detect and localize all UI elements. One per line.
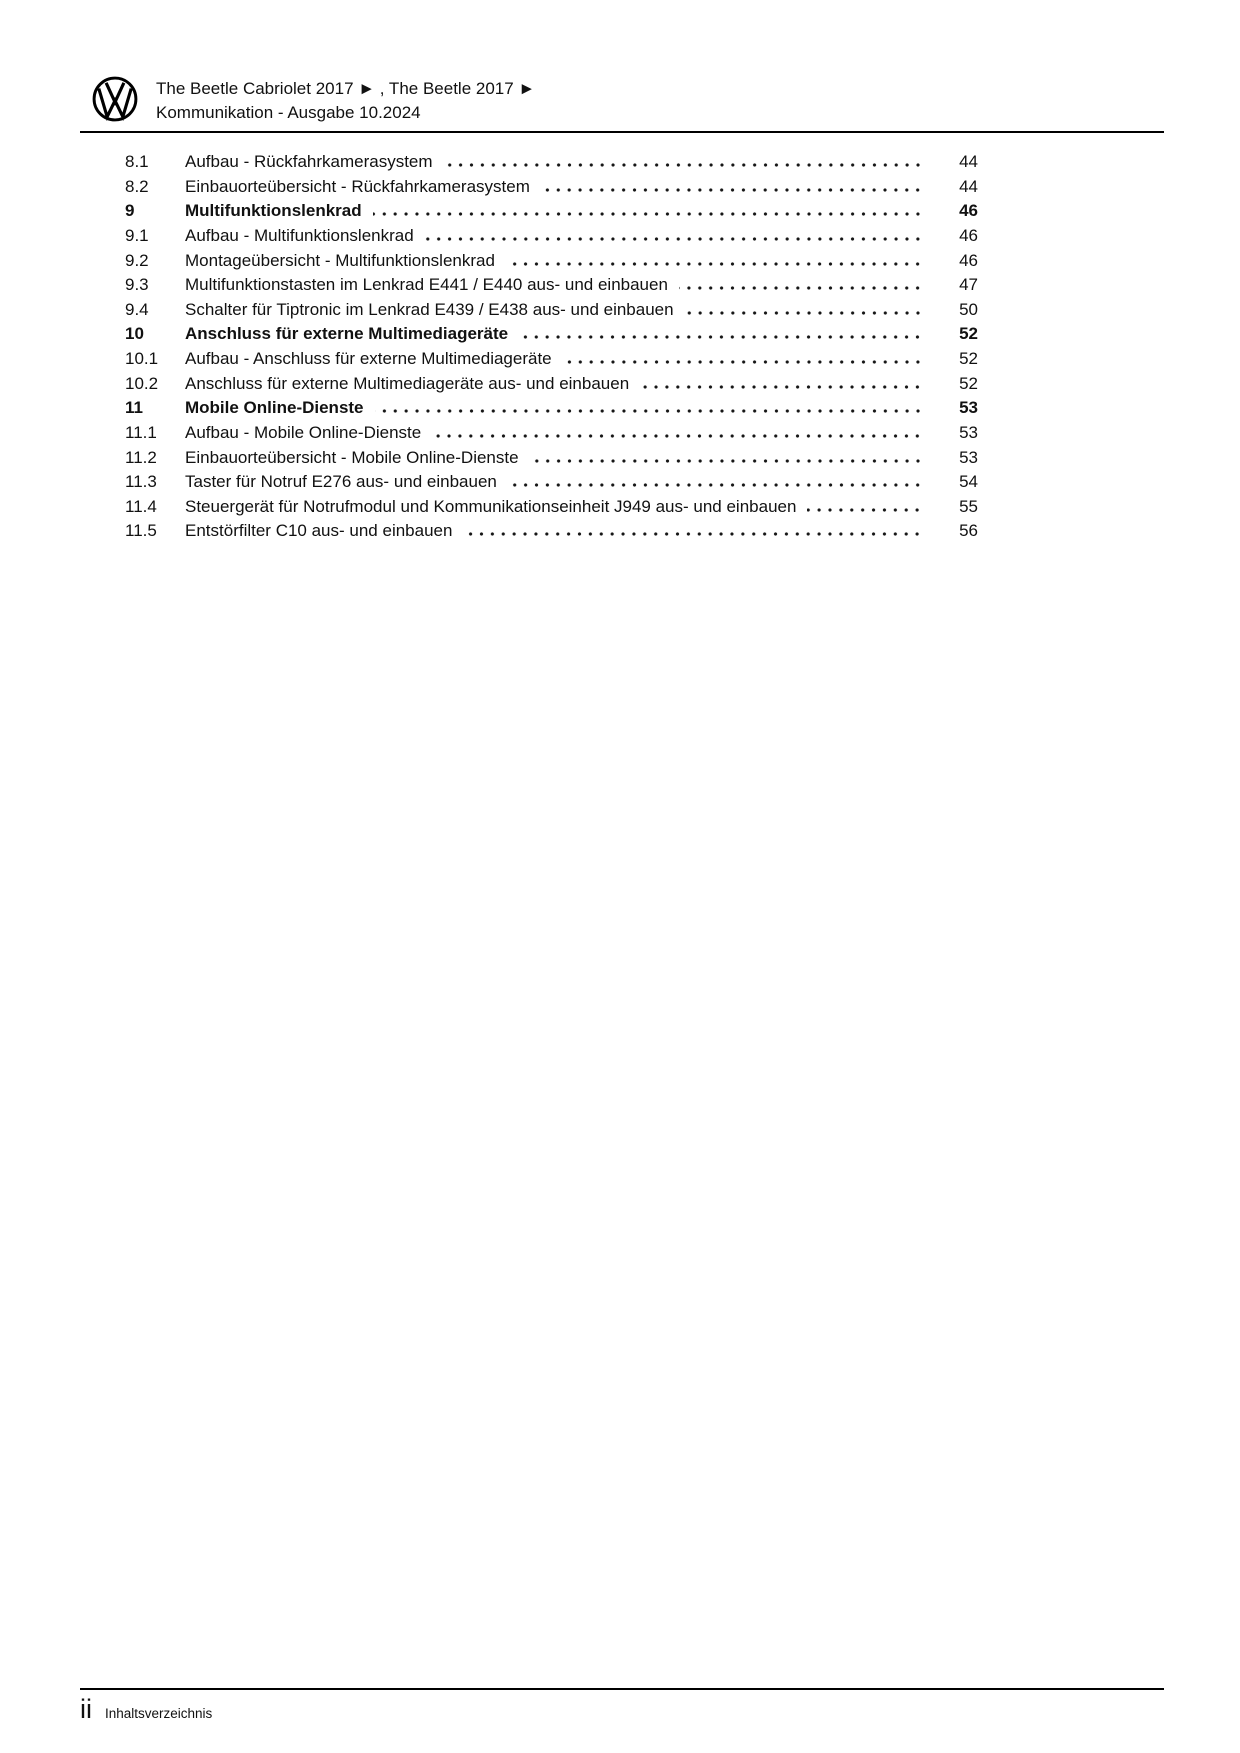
footer-page-number: ii <box>80 1694 92 1724</box>
toc-dotted-leader <box>807 508 923 512</box>
toc-entry-title: Montageübersicht - Multifunktionslenkrad <box>185 250 495 270</box>
page-header <box>92 76 535 125</box>
footer-label: Inhaltsverzeichnis <box>105 1706 213 1721</box>
toc-dotted-leader <box>425 237 923 241</box>
toc-list <box>80 152 1164 546</box>
header-model-line: The Beetle Cabriolet 2017 ► , The Beetle 2017 ► <box>156 79 536 98</box>
toc-entry-title: Anschluss für externe Multimediageräte aus- und einbauen <box>185 373 630 393</box>
toc-dotted-leader <box>679 286 923 290</box>
toc-entry-number: 9.4 <box>125 299 149 319</box>
toc-entry-page: 53 <box>959 447 978 467</box>
toc-row <box>125 349 978 374</box>
toc-entry-title: Entstörfilter C10 aus- und einbauen <box>185 521 453 541</box>
toc-entry-title: Schalter für Tiptronic im Lenkrad E439 / E438 aus- und einbauen <box>185 299 674 319</box>
toc-row <box>125 251 978 276</box>
toc-entry-title: Aufbau - Rückfahrkamerasystem <box>185 152 433 171</box>
toc-entry-page: 44 <box>959 176 978 196</box>
toc-entry-number: 11 <box>125 398 143 418</box>
toc-entry-title: Aufbau - Anschluss für externe Multimediageräte <box>185 349 552 368</box>
toc-dotted-leader <box>373 212 923 216</box>
toc-dotted-leader <box>685 311 923 315</box>
toc-entry-number: 8.2 <box>125 176 149 196</box>
toc-entry-number: 9.2 <box>125 250 149 270</box>
toc-row <box>125 300 978 325</box>
toc-row <box>125 521 978 546</box>
toc-entry-title: Multifunktionslenkrad <box>185 201 362 221</box>
toc-entry-title: Mobile Online-Dienste <box>185 398 364 418</box>
toc-entry-number: 10.1 <box>125 349 159 368</box>
toc-row <box>125 201 978 226</box>
toc-row <box>125 152 978 177</box>
toc-entry-number: 9.3 <box>125 275 149 295</box>
toc-entry-page: 46 <box>959 201 978 221</box>
toc-entry-title: Taster für Notruf E276 aus- und einbauen <box>185 472 497 492</box>
toc-entry-title: Einbauorteübersicht - Mobile Online-Dienste <box>185 447 519 467</box>
toc-dotted-leader <box>444 163 923 167</box>
toc-entry-title: Aufbau - Mobile Online-Dienste <box>185 422 422 442</box>
toc-entry-title: Aufbau - Multifunktionslenkrad <box>185 225 414 245</box>
toc-entry-page: 44 <box>959 152 978 171</box>
toc-dotted-leader <box>375 409 923 413</box>
toc-entry-page: 47 <box>959 275 978 295</box>
toc-entry-number: 11.1 <box>125 422 157 442</box>
toc-dotted-leader <box>506 262 923 266</box>
toc-entry-page: 52 <box>959 349 978 368</box>
toc-entry-title: Anschluss für externe Multimediageräte <box>185 324 509 344</box>
toc-entry-page: 46 <box>959 225 978 245</box>
toc-row <box>125 423 978 448</box>
page-footer <box>80 1694 212 1724</box>
toc-entry-page: 52 <box>959 373 978 393</box>
toc-entry-number: 10.2 <box>125 373 159 393</box>
toc-entry-number: 11.4 <box>125 496 157 516</box>
toc-entry-page: 54 <box>959 472 978 492</box>
header-edition-line: Kommunikation - Ausgabe 10.2024 <box>156 103 421 122</box>
toc-entry-title: Steuergerät für Notrufmodul und Kommunikationseinheit J949 aus- und einbauen <box>185 496 797 516</box>
toc-dotted-leader <box>463 532 923 536</box>
toc-entry-page: 50 <box>959 299 978 319</box>
toc-entry-page: 55 <box>959 496 978 516</box>
toc-dotted-leader <box>563 360 923 364</box>
toc-entry-number: 8.1 <box>125 152 149 171</box>
toc-entry-page: 52 <box>959 324 978 344</box>
toc-entry-number: 9 <box>125 201 135 221</box>
toc-entry-page: 56 <box>959 521 978 541</box>
toc-entry-title: Multifunktionstasten im Lenkrad E441 / E440 aus- und einbauen <box>185 275 668 295</box>
toc-row <box>125 177 978 202</box>
toc-entry-number: 11.5 <box>125 521 157 541</box>
toc-row <box>125 226 978 251</box>
toc-entry-number: 11.2 <box>125 447 157 467</box>
toc-row <box>125 448 978 473</box>
toc-dotted-leader <box>508 483 923 487</box>
header-text <box>156 76 535 125</box>
toc-entry-number: 10 <box>125 324 144 344</box>
toc-entry-number: 9.1 <box>125 225 149 245</box>
toc-row <box>125 374 978 399</box>
toc-dotted-leader <box>541 188 923 192</box>
toc-entry-page: 46 <box>959 250 978 270</box>
toc-entry-page: 53 <box>959 398 978 418</box>
toc-row <box>125 275 978 300</box>
toc-entry-page: 53 <box>959 422 978 442</box>
footer-divider <box>80 1688 1164 1690</box>
vw-logo-icon <box>92 76 138 122</box>
toc-row <box>125 497 978 522</box>
toc-row <box>125 472 978 497</box>
toc-row <box>125 398 978 423</box>
toc-dotted-leader <box>640 385 923 389</box>
toc-dotted-leader <box>432 434 923 438</box>
toc-entry-title: Einbauorteübersicht - Rückfahrkamerasystem <box>185 176 530 196</box>
toc-dotted-leader <box>530 459 923 463</box>
header-divider <box>80 131 1164 133</box>
toc-row <box>125 324 978 349</box>
toc-dotted-leader <box>519 335 923 339</box>
toc-entry-number: 11.3 <box>125 472 157 492</box>
